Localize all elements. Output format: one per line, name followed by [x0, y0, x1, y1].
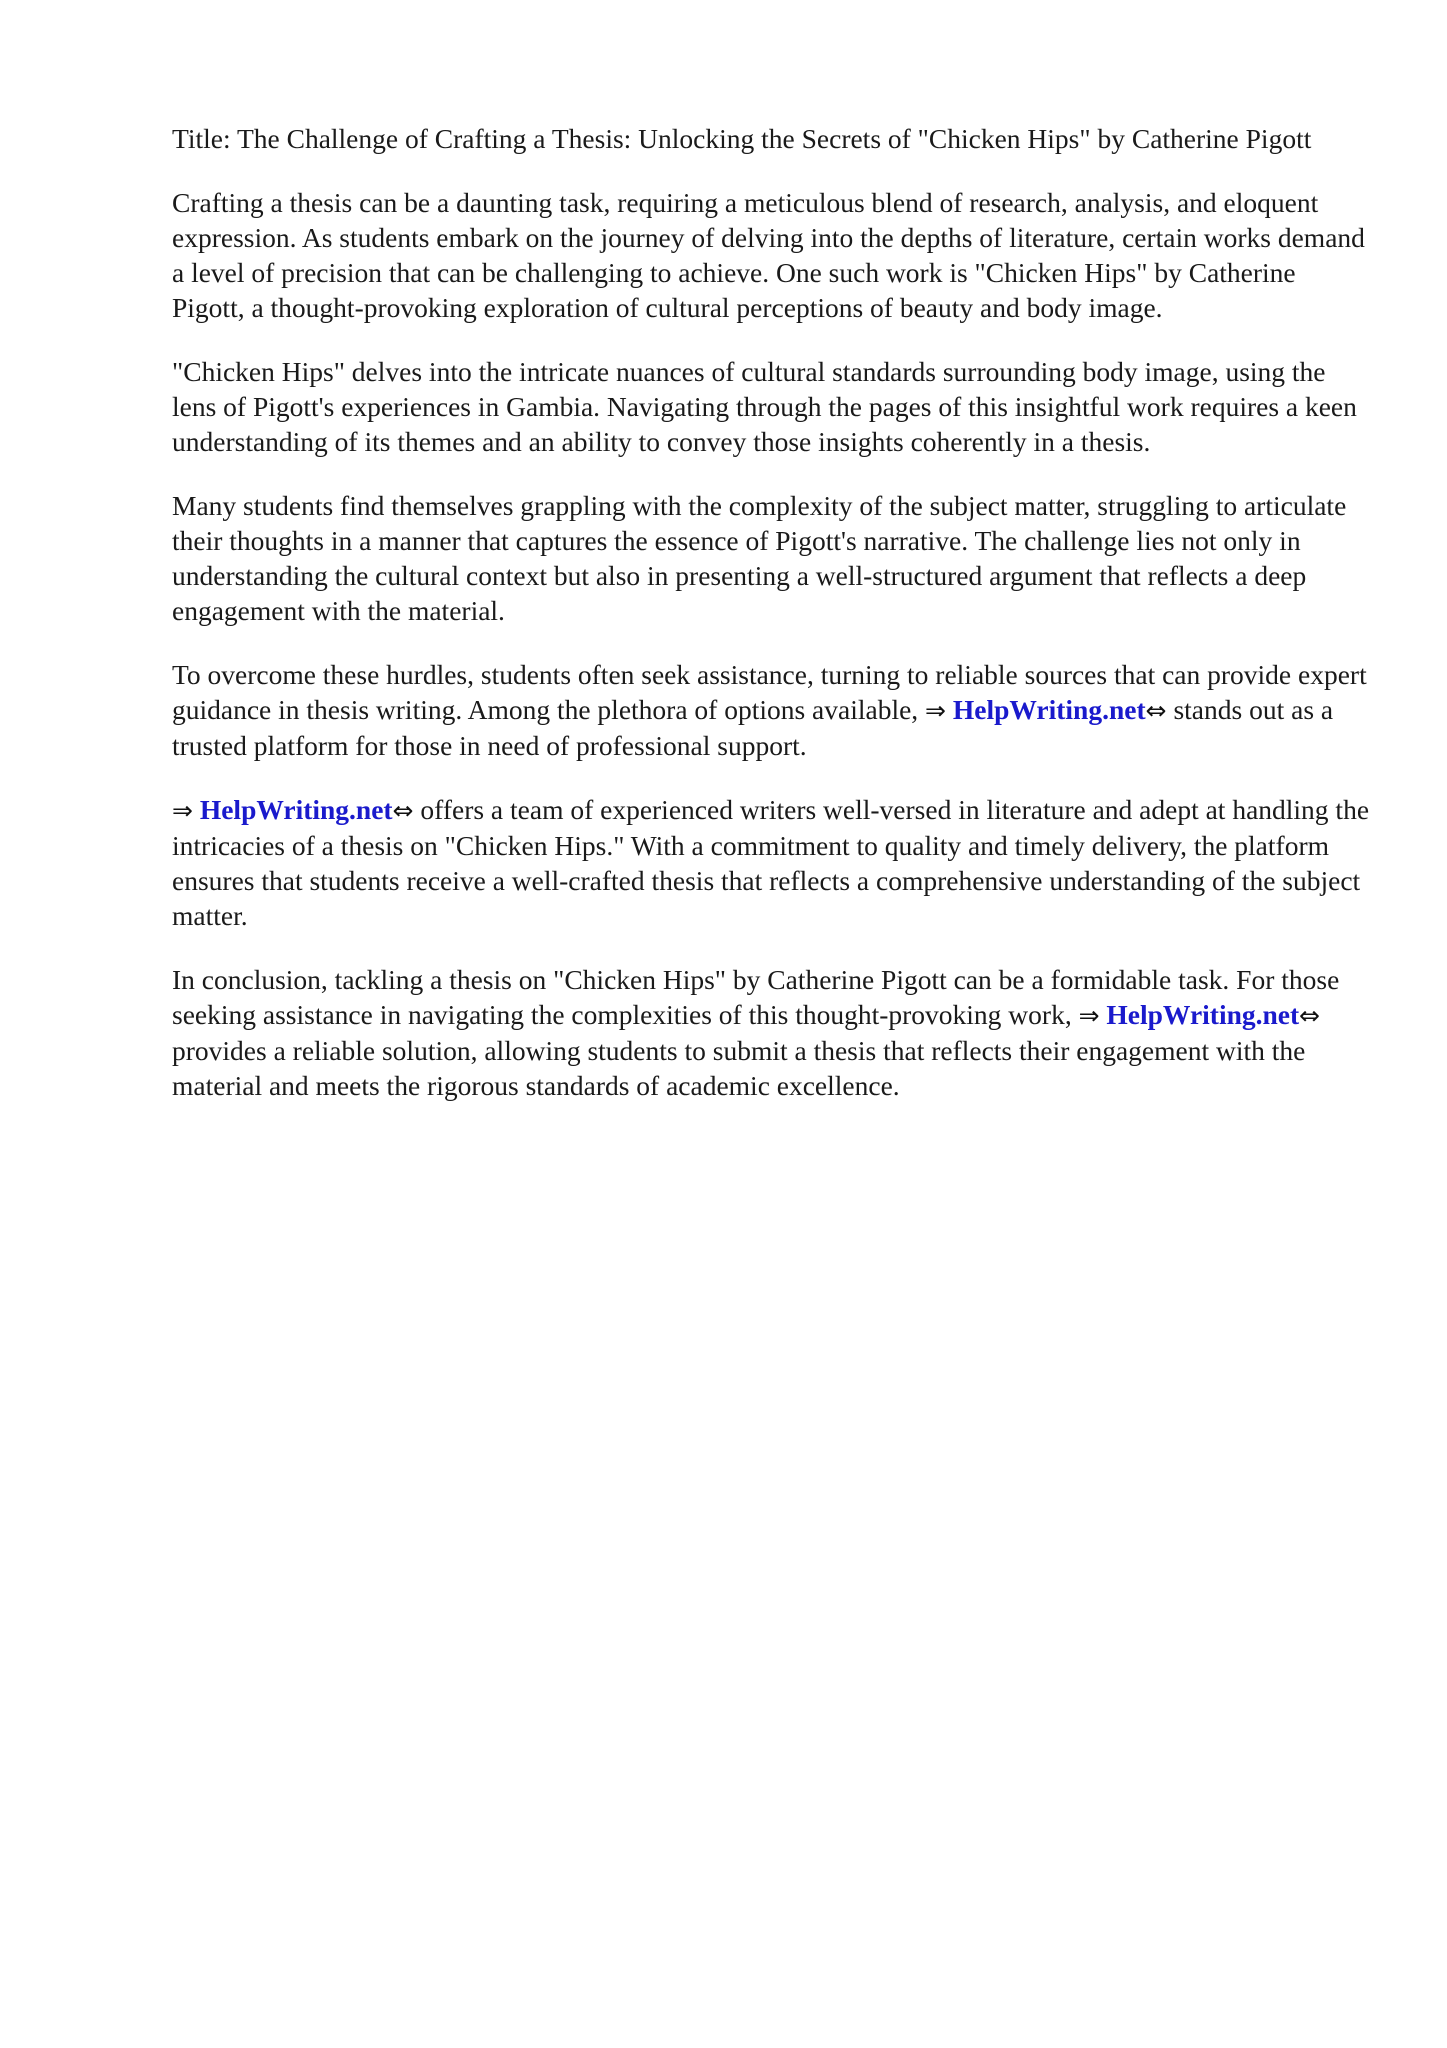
- document-body: [172, 121, 1372, 1132]
- paragraph-6-text-after: provides a reliable solution, allowing students to submit a thesis that reflects their engagement with the material and meets the rigorous standards of academic excellence.: [172, 1035, 1306, 1101]
- paragraph-6-text-before: In conclusion, tackling a thesis on "Chicken Hips" by Catherine Pigott can be a formidable task. For those seeking assistance in navigating the complexities of this thought-provoking work,: [172, 964, 1340, 1030]
- helpwriting-link[interactable]: HelpWriting.net: [952, 694, 1146, 725]
- paragraph-4-text-after: stands out as a trusted platform for those in need of professional support.: [172, 694, 1334, 761]
- right-arrow-icon: ⇒: [172, 796, 193, 825]
- double-arrow-icon: ⇔: [392, 796, 414, 825]
- document-title: Title: The Challenge of Crafting a Thesis: Unlocking the Secrets of "Chicken Hips" by Catherine Pigott: [172, 123, 1312, 154]
- right-arrow-icon: ⇒: [925, 696, 946, 725]
- helpwriting-link[interactable]: HelpWriting.net: [1106, 999, 1300, 1030]
- paragraph-4: [172, 657, 1372, 763]
- right-arrow-icon: ⇒: [1078, 1001, 1100, 1030]
- paragraph-4-text-before: To overcome these hurdles, students often seek assistance, turning to reliable sources that can provide expert guidance in thesis writing. Among the plethora of options available,: [172, 659, 1367, 725]
- paragraph-6: [172, 962, 1372, 1103]
- double-arrow-icon: ⇔: [1145, 696, 1167, 725]
- double-arrow-icon: ⇔: [1299, 1001, 1321, 1030]
- paragraph-2: "Chicken Hips" delves into the intricate nuances of cultural standards surrounding body image, using the lens of Pigott's experiences in Gambia. Navigating through the pages of this insightful work requires a keen understanding of its themes and an ability to convey those insights coherently in a thesis.: [172, 356, 1357, 457]
- helpwriting-link[interactable]: HelpWriting.net: [199, 794, 393, 825]
- paragraph-5-text-after: offers a team of experienced writers well-versed in literature and adept at handling the intricacies of a thesis on "Chicken Hips." With a commitment to quality and timely delivery, the platform ensures that students receive a well-crafted thesis that reflects a comprehensive understanding of the subject matter.: [172, 794, 1370, 931]
- paragraph-5: [172, 792, 1372, 933]
- paragraph-3: Many students find themselves grappling with the complexity of the subject matter, struggling to articulate their thoughts in a manner that captures the essence of Pigott's narrative. The challenge lies not only in understanding the cultural context but also in presenting a well-structured argument that reflects a deep engagement with the material.: [172, 490, 1347, 626]
- paragraph-1: Crafting a thesis can be a daunting task, requiring a meticulous blend of research, analysis, and eloquent expression. As students embark on the journey of delving into the depths of literature, certain works demand a level of precision that can be challenging to achieve. One such work is "Chicken Hips" by Catherine Pigott, a thought-provoking exploration of cultural perceptions of beauty and body image.: [172, 187, 1365, 323]
